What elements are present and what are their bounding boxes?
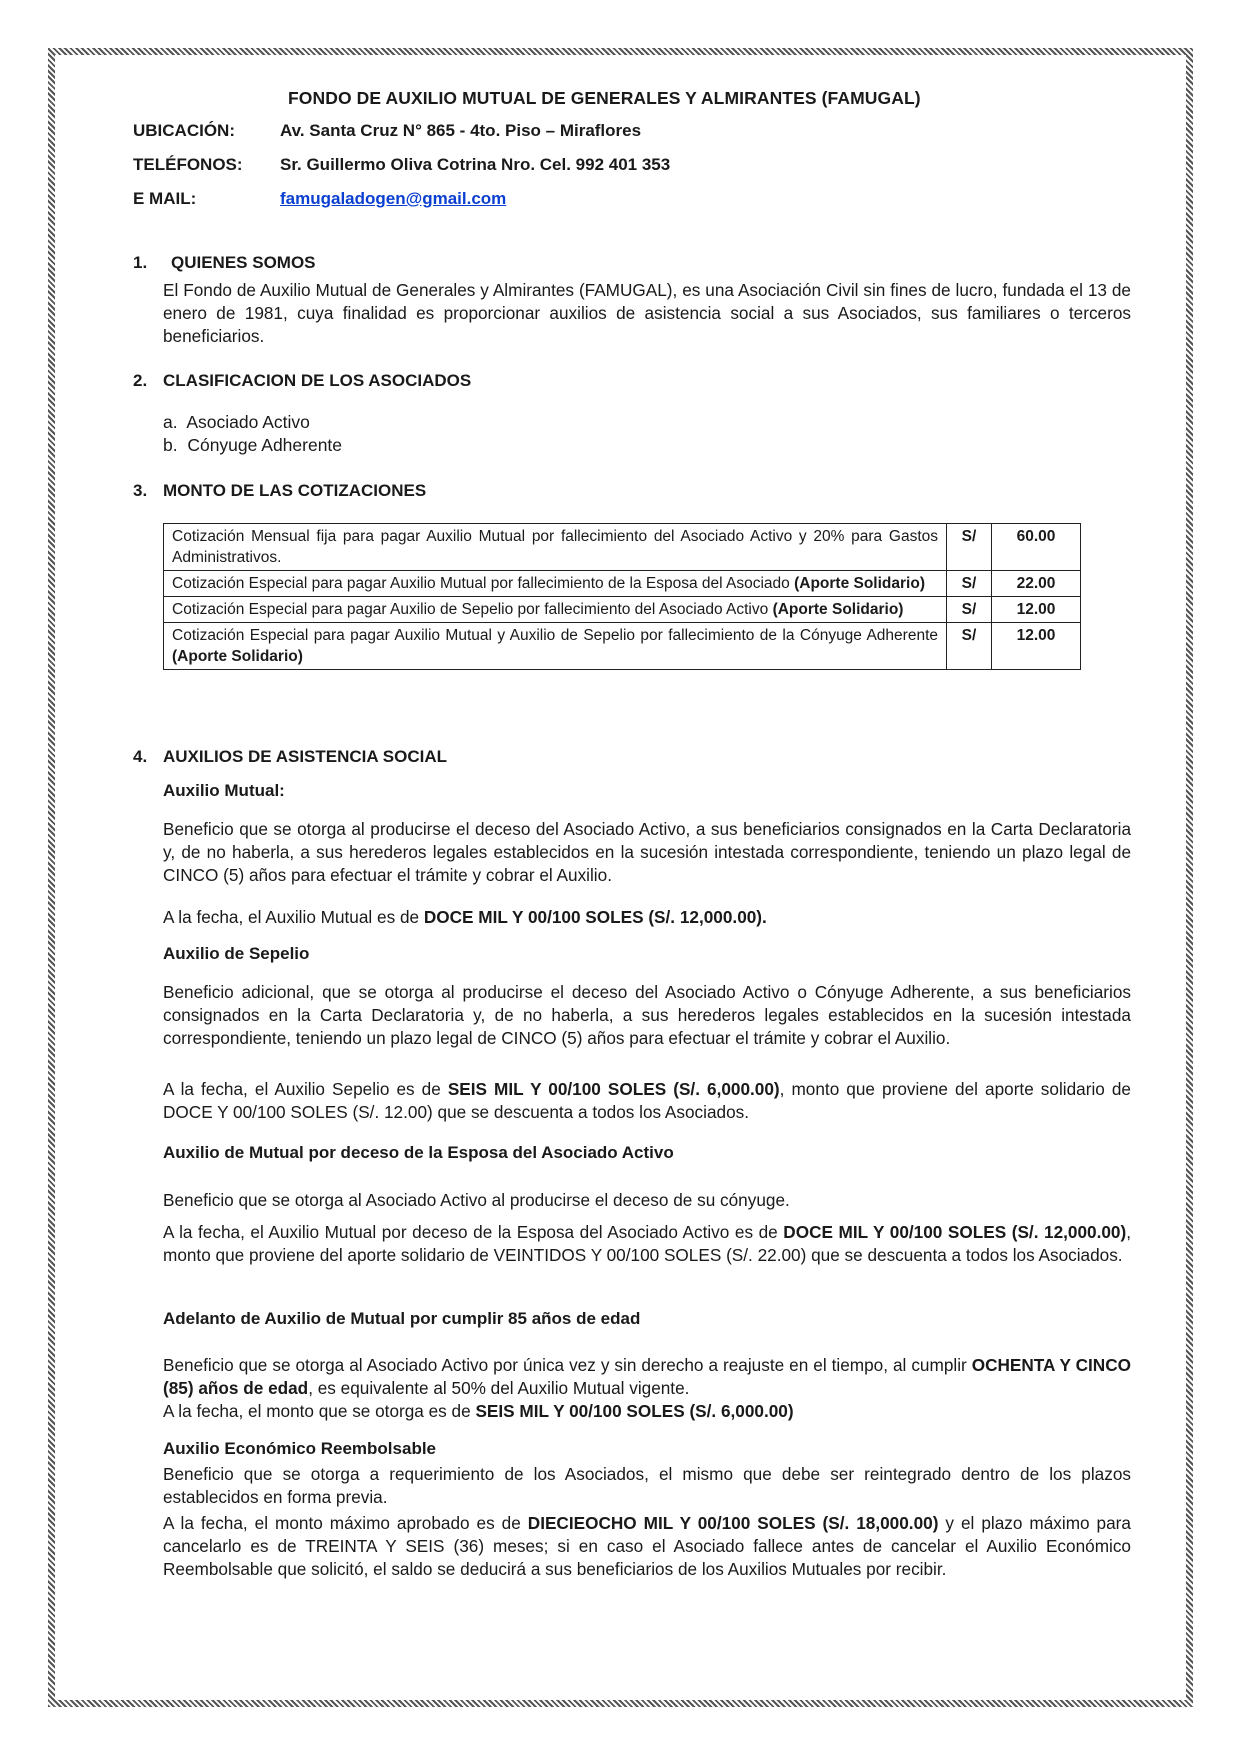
table-cell-description: Cotización Mensual fija para pagar Auxilio Mutual por fallecimiento del Asociado Activo y 20% para Gastos Administrativos.	[164, 524, 947, 571]
section-2-number: 2.	[133, 371, 148, 390]
adelanto-text: Beneficio que se otorga al Asociado Activo por única vez y sin derecho a reajuste en el tiempo, al cumplir OCHENTA Y CINCO (85) años de edad, es equivalente al 50% del Auxilio Mutual vigente.	[163, 1355, 1132, 1398]
table-cell-currency: S/	[947, 597, 992, 623]
email-link[interactable]: famugaladogen@gmail.com	[280, 189, 507, 208]
table-cell-currency: S/	[947, 524, 992, 571]
auxilio-mutual-amount: A la fecha, el Auxilio Mutual es de DOCE MIL Y 00/100 SOLES (S/. 12,000.00).	[163, 907, 767, 927]
list-item: b. Cónyuge Adherente	[163, 435, 343, 455]
reembolsable-heading: Auxilio Económico Reembolsable	[163, 1439, 437, 1458]
section-1-heading	[133, 253, 316, 273]
table-row	[164, 524, 1081, 571]
ubicacion-value: Av. Santa Cruz N° 865 - 4to. Piso – Miraflores	[280, 121, 642, 140]
reembolsable-amount: A la fecha, el monto máximo aprobado es de DIECIEOCHO MIL Y 00/100 SOLES (S/. 18,000.00) y el plazo máximo para cancelarlo es de TREINTA Y SEIS (36) meses; si en caso el Asociado fallece antes de cancelar el Auxilio Económico Reembolsable que solicitó, el saldo se deducirá a sus beneficiarios de los Auxilios Mutuales por recibir.	[163, 1513, 1131, 1579]
table-cell-currency: S/	[947, 571, 992, 597]
auxilio-sepelio-text: Beneficio adicional, que se otorga al producirse el deceso del Asociado Activo o Cónyuge Adherente, a sus beneficiarios consignados en la Carta Declaratoria y, de no haberla, a sus herederos legales establecidos en la sucesión intestada correspondiente, teniendo un plazo legal de CINCO (5) años para efectuar el trámite y cobrar el Auxilio.	[163, 982, 1131, 1048]
table-cell-amount: 60.00	[992, 524, 1081, 571]
table-cell-description: Cotización Especial para pagar Auxilio Mutual por fallecimiento de la Esposa del Asociado (Aporte Solidario)	[164, 571, 947, 597]
telefonos-value: Sr. Guillermo Oliva Cotrina Nro. Cel. 992 401 353	[280, 155, 671, 174]
table-cell-description: Cotización Especial para pagar Auxilio Mutual y Auxilio de Sepelio por fallecimiento de la Cónyuge Adherente (Aporte Solidario)	[164, 623, 947, 670]
list-item: a. Asociado Activo	[163, 412, 310, 432]
adelanto-amount: A la fecha, el monto que se otorga es de SEIS MIL Y 00/100 SOLES (S/. 6,000.00)	[163, 1401, 794, 1421]
section-3-number: 3.	[133, 481, 148, 500]
reembolsable-text: Beneficio que se otorga a requerimiento de los Asociados, el mismo que debe ser reintegrado dentro de los plazos establecidos en forma previa.	[163, 1464, 1131, 1507]
table-cell-amount: 12.00	[992, 623, 1081, 670]
ubicacion-label: UBICACIÓN:	[133, 121, 235, 140]
adelanto-heading: Adelanto de Auxilio de Mutual por cumplir 85 años de edad	[163, 1309, 641, 1328]
section-1-number: 1.	[133, 253, 148, 272]
email-label: E MAIL:	[133, 189, 197, 208]
table-row	[164, 623, 1081, 670]
section-2-heading	[133, 371, 471, 391]
table-cell-amount: 22.00	[992, 571, 1081, 597]
auxilio-mutual-text: Beneficio que se otorga al producirse el deceso del Asociado Activo, a sus beneficiarios consignados en la Carta Declaratoria y, de no haberla, a sus herederos legales establecidos en la sucesión intestada correspondiente, teniendo un plazo legal de CINCO (5) años para efectuar el trámite y cobrar el Auxilio.	[163, 819, 1131, 885]
cotizaciones-table	[163, 523, 1081, 670]
section-1-text: El Fondo de Auxilio Mutual de Generales y Almirantes (FAMUGAL), es una Asociación Civil sin fines de lucro, fundada el 13 de enero de 1981, cuya finalidad es proporcionar auxilios de asistencia social a sus Asociados, sus familiares o terceros beneficiarios.	[163, 280, 1131, 346]
section-1-title: QUIENES SOMOS	[171, 253, 316, 272]
telefonos-label: TELÉFONOS:	[133, 155, 243, 174]
section-4-heading	[133, 747, 447, 767]
auxilio-esposa-text: Beneficio que se otorga al Asociado Activo al producirse el deceso de su cónyuge.	[163, 1190, 790, 1210]
table-cell-description: Cotización Especial para pagar Auxilio de Sepelio por fallecimiento del Asociado Activo (Aporte Solidario)	[164, 597, 947, 623]
table-cell-amount: 12.00	[992, 597, 1081, 623]
table-cell-currency: S/	[947, 623, 992, 670]
document-title: FONDO DE AUXILIO MUTUAL DE GENERALES Y ALMIRANTES (FAMUGAL)	[288, 88, 921, 108]
auxilio-esposa-heading: Auxilio de Mutual por deceso de la Esposa del Asociado Activo	[163, 1143, 674, 1162]
section-4-title: AUXILIOS DE ASISTENCIA SOCIAL	[163, 747, 447, 766]
section-2-title: CLASIFICACION DE LOS ASOCIADOS	[163, 371, 472, 390]
table-row	[164, 571, 1081, 597]
section-3-heading	[133, 481, 426, 501]
auxilio-sepelio-heading: Auxilio de Sepelio	[163, 944, 310, 963]
auxilio-sepelio-amount: A la fecha, el Auxilio Sepelio es de SEIS MIL Y 00/100 SOLES (S/. 6,000.00), monto que proviene del aporte solidario de DOCE Y 00/100 SOLES (S/. 12.00) que se descuenta a todos los Asociados.	[163, 1079, 1131, 1122]
table-row	[164, 597, 1081, 623]
auxilio-esposa-amount: A la fecha, el Auxilio Mutual por deceso de la Esposa del Asociado Activo es de DOCE MIL Y 00/100 SOLES (S/. 12,000.00), monto que proviene del aporte solidario de VEINTIDOS Y 00/100 SOLES (S/. 22.00) que se descuenta a todos los Asociados.	[163, 1222, 1131, 1265]
auxilio-mutual-heading: Auxilio Mutual:	[163, 781, 285, 800]
section-4-number: 4.	[133, 747, 148, 766]
section-3-title: MONTO DE LAS COTIZACIONES	[163, 481, 427, 500]
